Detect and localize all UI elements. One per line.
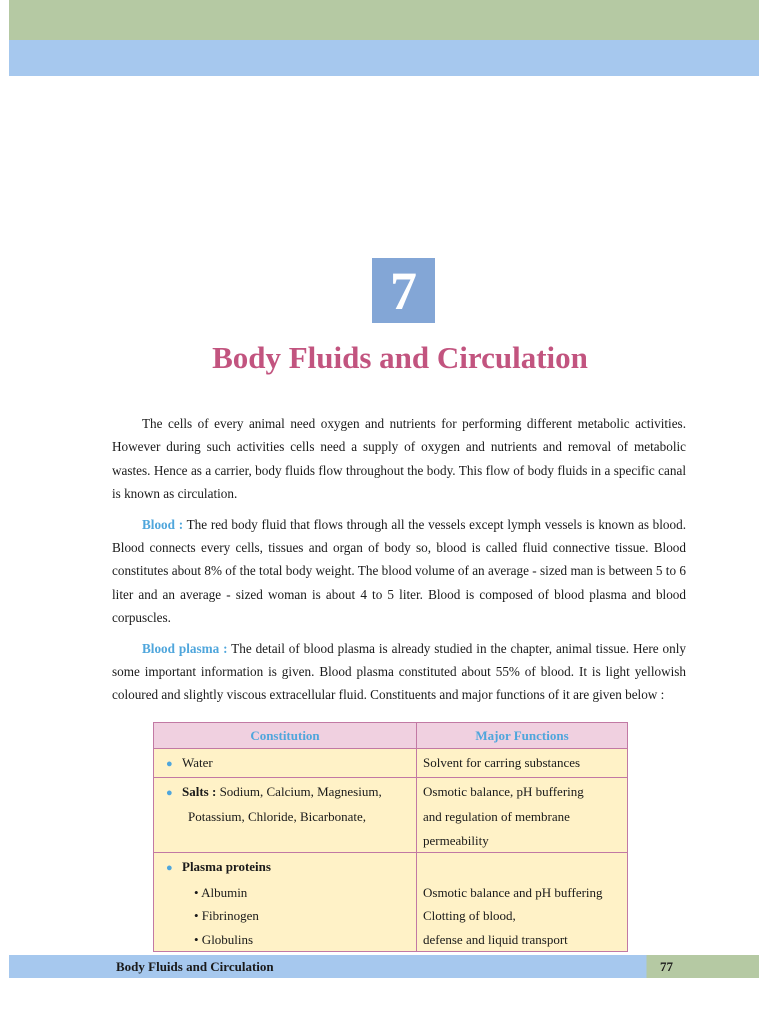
table-row-proteins	[154, 853, 628, 881]
table-row-albumin	[154, 881, 628, 905]
body-text	[112, 412, 686, 714]
header-major-functions: Major Functions	[417, 723, 628, 749]
table-header-row	[154, 723, 628, 749]
salts-function-2: and regulation of membrane	[417, 805, 628, 829]
header-band-blue	[9, 40, 759, 76]
globulins-function: defense and liquid transport	[417, 928, 628, 952]
albumin-label: • Albumin	[194, 884, 248, 900]
proteins-label: Plasma proteins	[182, 859, 271, 874]
chapter-number: 7	[372, 258, 435, 323]
salts-items-2: Potassium, Chloride, Bicarbonate,	[188, 809, 367, 824]
salts-label: Salts :	[182, 783, 217, 799]
fibrinogen-label: • Fibrinogen	[194, 908, 259, 923]
blood-paragraph	[112, 513, 686, 630]
water-label: Water	[182, 755, 213, 770]
salts-items-1: Sodium, Calcium, Magnesium,	[216, 783, 382, 799]
chapter-title: Body Fluids and Circulation	[212, 340, 588, 375]
table-row-salts	[154, 777, 628, 805]
albumin-function: Osmotic balance and pH buffering	[417, 881, 628, 905]
salts-function-1: Osmotic balance, pH buffering	[417, 777, 628, 805]
table-row-fibrinogen	[154, 904, 628, 928]
bullet-icon: ●	[166, 862, 173, 874]
water-function: Solvent for carring substances	[417, 749, 628, 778]
table-row-salts-cont	[154, 805, 628, 829]
globulins-label: • Globulins	[194, 931, 254, 947]
page-number: 77	[660, 959, 673, 974]
header-constitution: Constitution	[154, 723, 417, 749]
blood-text: The red body fluid that flows through all the vessels except lymph vessels is known as blood. Blood connects every cells, tissues and organ of body so, blood is called fluid connective tissue. Blood constitutes about 8% of the total body weight. The blood volume of an average - sized man is between 5 to 6 liter and an average - sized woman is about 4 to 5 liter. Blood is composed of blood plasma and blood corpuscles.	[112, 516, 687, 626]
bullet-icon: ●	[166, 758, 173, 770]
blood-term: Blood :	[142, 516, 184, 532]
plasma-text: The detail of blood plasma is already studied in the chapter, animal tissue. Here only some important information is given. Blood plasma constituted about 55% of blood. It is light yellowish coloured and slightly viscous extracellular fluid. Constituents and major functions of it are given below :	[112, 640, 686, 703]
plasma-paragraph	[112, 637, 686, 707]
header-band-green	[9, 0, 759, 40]
fibrinogen-function: Clotting of blood,	[417, 904, 628, 928]
footer-title: Body Fluids and Circulation	[116, 959, 274, 974]
salts-function-3: permeability	[417, 829, 628, 853]
plasma-term: Blood plasma :	[142, 640, 228, 656]
plasma-constituents-table	[153, 722, 628, 952]
table-row-salts-end	[154, 829, 628, 853]
intro-paragraph: The cells of every animal need oxygen and nutrients for performing different metabolic activities. However during such activities cells need a supply of oxygen and nutrients and removal of metabolic wastes. Hence as a carrier, body fluids flow throughout the body. This flow of body fluids in a specific canal is known as circulation.	[112, 416, 686, 502]
table-row-water	[154, 749, 628, 778]
bullet-icon: ●	[166, 786, 173, 799]
table-row-globulins	[154, 928, 628, 952]
